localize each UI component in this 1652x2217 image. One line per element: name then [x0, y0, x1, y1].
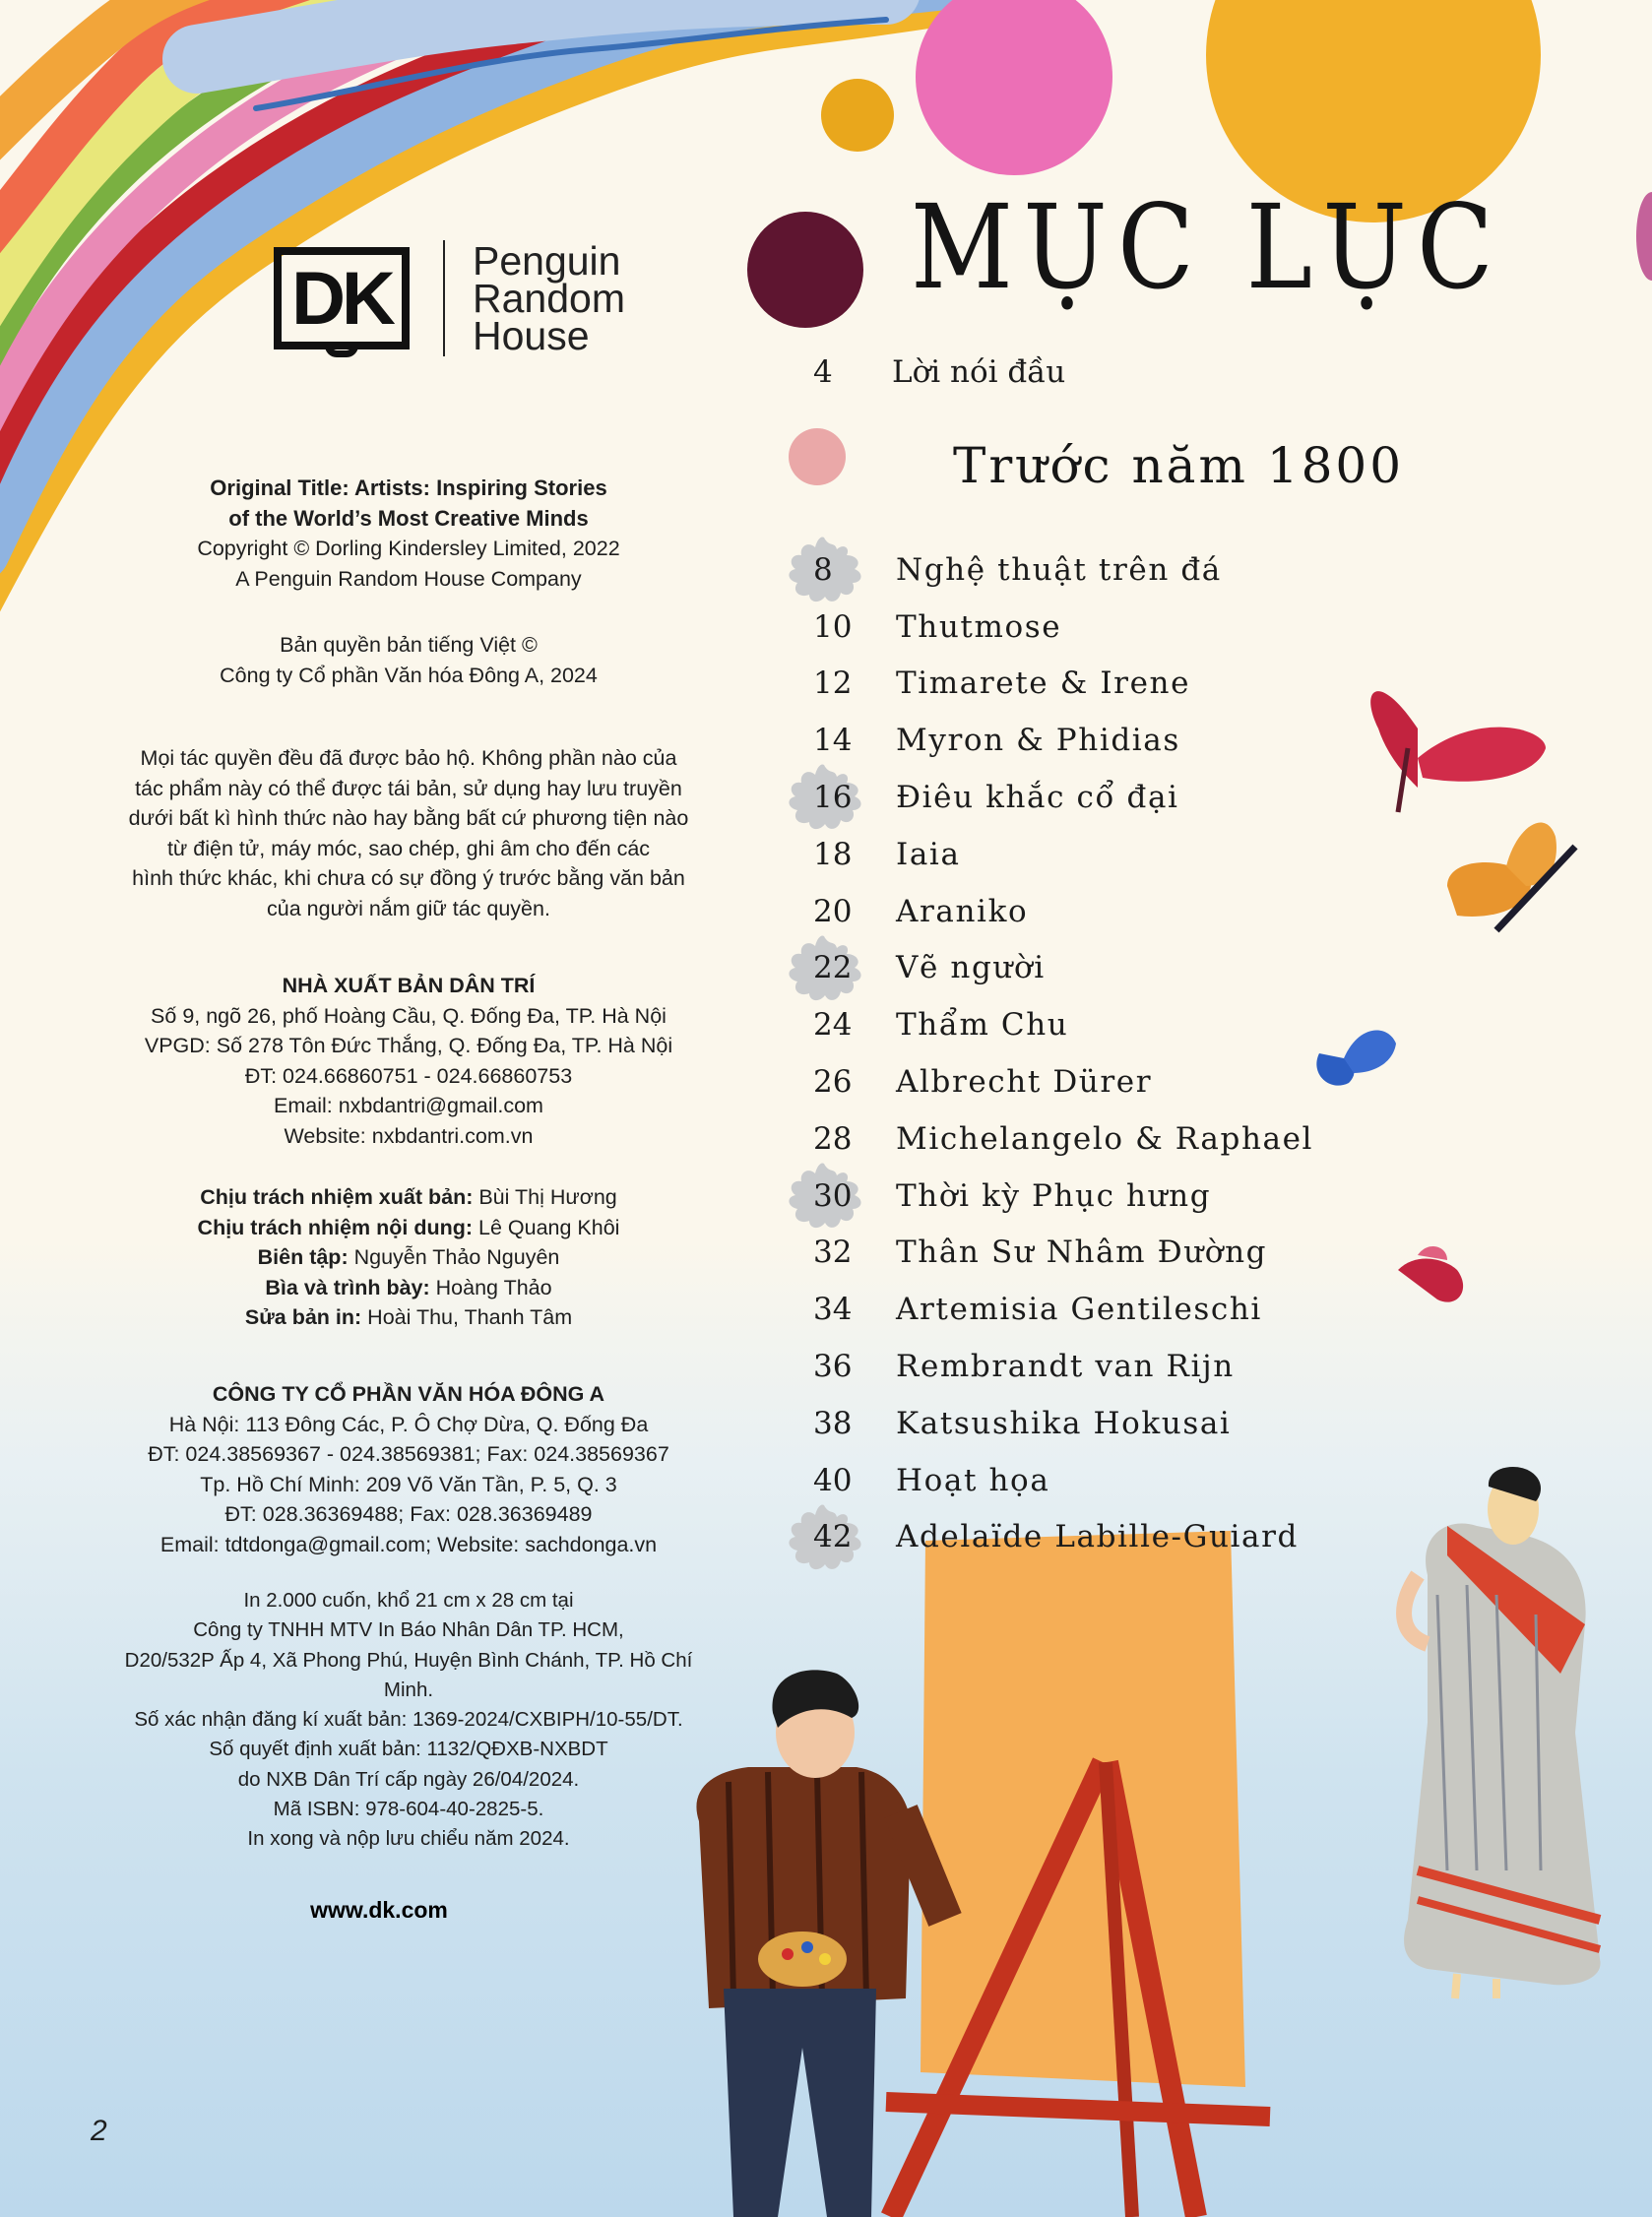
toc-entry-title: Thời kỳ Phục hưng	[896, 1177, 1212, 1214]
toc-entry-title: Araniko	[896, 893, 1029, 929]
original-title-line: of the World’s Most Creative Minds	[228, 505, 589, 531]
toc-list	[788, 541, 1313, 1565]
toc-entry-title: Iaia	[896, 836, 961, 872]
company-block	[108, 1379, 709, 1559]
print-line: Mã ISBN: 978-604-40-2825-5.	[273, 1798, 544, 1821]
copyright-line: A Penguin Random House Company	[235, 566, 582, 591]
publisher-email: Email: nxbdantri@gmail.com	[274, 1094, 543, 1117]
edge-circle-illustration	[1636, 192, 1652, 281]
toc-page-number: 16	[813, 780, 853, 816]
company-line: ĐT: 028.36369488; Fax: 028.36369489	[224, 1502, 593, 1526]
red-butterfly-illustration	[1370, 691, 1546, 812]
small-pink-butterfly-illustration	[1398, 1246, 1463, 1302]
credit-value: Bùi Thị Hương	[473, 1185, 617, 1209]
credit-value: Lê Quang Khôi	[473, 1215, 620, 1239]
toc-entry[interactable]	[788, 1338, 1313, 1395]
print-line: In xong và nộp lưu chiểu năm 2024.	[247, 1827, 570, 1851]
publisher-website: Website: nxbdantri.com.vn	[284, 1123, 534, 1148]
toc-page-number: 12	[813, 665, 853, 702]
original-title-block	[108, 474, 709, 594]
toc-entry-title: Timarete & Irene	[896, 665, 1191, 702]
original-title-line: Original Title: Artists: Inspiring Stories	[210, 475, 607, 500]
small-orange-circle-illustration	[821, 79, 894, 152]
toc-page-number: 10	[813, 608, 853, 645]
toc-page-number: 8	[813, 551, 833, 588]
toc-page-number: 4	[813, 354, 833, 390]
credit-value: Hoàng Thảo	[429, 1275, 552, 1299]
toc-entry[interactable]	[788, 1053, 1313, 1110]
toc-page-number: 26	[813, 1064, 853, 1101]
toc-entry-title: Điêu khắc cổ đại	[896, 780, 1179, 816]
credit-value: Hoài Thu, Thanh Tâm	[361, 1305, 573, 1329]
toc-entry[interactable]	[788, 940, 1313, 997]
publisher-name: NHÀ XUẤT BẢN DÂN TRÍ	[282, 974, 536, 997]
toc-entry[interactable]	[788, 656, 1313, 713]
toc-entry-title: Rembrandt van Rijn	[896, 1349, 1235, 1385]
toc-page-number: 14	[813, 723, 853, 759]
toc-entry-title: Thutmose	[896, 608, 1062, 645]
company-line: ĐT: 024.38569367 - 024.38569381; Fax: 024.38569367	[148, 1442, 669, 1466]
credit-line	[108, 1242, 709, 1273]
toc-entry-title: Adelaïde Labille-Guiard	[896, 1519, 1299, 1555]
toc-entry-title: Thẩm Chu	[896, 1007, 1069, 1044]
toc-page-number: 38	[813, 1405, 853, 1441]
rights-line: tác phẩm này có thể được tái bản, sử dụng hay lưu truyền	[135, 776, 682, 800]
toc-page-number: 40	[813, 1462, 853, 1498]
print-line: In 2.000 cuốn, khổ 21 cm x 28 cm tại	[243, 1589, 574, 1612]
logo-divider	[443, 240, 445, 356]
toc-entry[interactable]	[788, 1395, 1313, 1452]
rights-notice	[108, 743, 709, 923]
vn-copyright-block	[108, 630, 709, 690]
publisher-block	[108, 971, 709, 1151]
toc-page-number: 20	[813, 893, 853, 929]
credits-block	[108, 1182, 709, 1333]
toc-page-number: 18	[813, 836, 853, 872]
company-line: Email: tdtdonga@gmail.com; Website: sachdonga.vn	[159, 1532, 658, 1556]
credit-line	[108, 1273, 709, 1303]
credit-label: Biên tập:	[257, 1245, 349, 1269]
credit-label: Chịu trách nhiệm xuất bản:	[200, 1185, 474, 1209]
toc-entry[interactable]	[788, 599, 1313, 656]
light-pink-circle-illustration	[789, 428, 846, 485]
section-title: Trước năm 1800	[953, 437, 1405, 494]
penguin-random-house-wordmark	[473, 238, 625, 358]
toc-entry-title: Albrecht Dürer	[896, 1064, 1153, 1101]
credit-line	[108, 1182, 709, 1213]
toc-entry-title: Vẽ người	[896, 950, 1046, 986]
credit-line	[108, 1213, 709, 1243]
toc-entry[interactable]	[788, 996, 1313, 1053]
toc-entry-title: Lời nói đầu	[892, 354, 1066, 390]
company-line: Tp. Hồ Chí Minh: 209 Võ Văn Tần, P. 5, Q. 3	[200, 1472, 617, 1496]
toc-entry-title: Katsushika Hokusai	[896, 1405, 1232, 1441]
publisher-logo	[274, 239, 625, 357]
vn-copyright-line: Bản quyền bản tiếng Việt ©	[280, 633, 538, 657]
toc-entry[interactable]	[788, 1281, 1313, 1338]
prh-line: Random	[473, 276, 625, 321]
rights-line: Mọi tác quyền đều đã được bảo hộ. Không phần nào của	[140, 746, 677, 770]
orange-butterfly-illustration	[1447, 823, 1575, 930]
toc-entry[interactable]	[788, 1225, 1313, 1282]
publisher-line: VPGD: Số 278 Tôn Đức Thắng, Q. Đống Đa, TP. Hà Nội	[144, 1034, 673, 1057]
painter-illustration	[696, 1531, 1270, 2217]
toc-entry-title: Artemisia Gentileschi	[896, 1292, 1262, 1328]
credit-label: Sửa bản in:	[244, 1305, 362, 1329]
rights-line: hình thức khác, khi chưa có sự đồng ý trước bằng văn bản	[132, 866, 685, 890]
prh-line: House	[473, 313, 590, 358]
dk-logo: DK	[274, 247, 410, 349]
print-line: Số quyết định xuất bản: 1132/QĐXB-NXBDT	[209, 1738, 608, 1761]
toc-title: MỤC LỤC	[911, 179, 1504, 315]
toc-entry-title: Michelangelo & Raphael	[896, 1120, 1314, 1157]
maroon-circle-illustration	[747, 212, 863, 328]
rights-line: dưới bất kì hình thức nào hay bằng bất cứ phương tiện nào	[128, 806, 689, 830]
toc-page-number: 42	[813, 1519, 853, 1555]
print-line: Số xác nhận đăng kí xuất bản: 1369-2024/CXBIPH/10-55/DT.	[134, 1708, 683, 1732]
website-link[interactable]: www.dk.com	[310, 1897, 448, 1923]
prh-line: Penguin	[473, 238, 621, 284]
print-line: Công ty TNHH MTV In Báo Nhân Dân TP. HCM,	[193, 1618, 624, 1642]
page-number: 2	[91, 2115, 107, 2147]
toc-entry-title: Myron & Phidias	[896, 723, 1180, 759]
toc-page-number: 32	[813, 1235, 853, 1271]
toc-entry-title: Thân Sư Nhâm Đường	[896, 1235, 1268, 1271]
rights-line: từ điện tử, máy móc, sao chép, ghi âm cho đến các	[166, 836, 651, 860]
toc-entry-title: Hoạt họa	[896, 1462, 1050, 1498]
toc-entry-intro[interactable]	[807, 354, 1065, 390]
toc-page-number: 34	[813, 1292, 853, 1328]
rights-line: của người nắm giữ tác quyền.	[267, 896, 550, 920]
toc-page-number: 24	[813, 1007, 853, 1044]
vn-copyright-line: Công ty Cổ phần Văn hóa Đông A, 2024	[220, 663, 598, 687]
print-info-block	[108, 1586, 709, 1855]
credit-label: Chịu trách nhiệm nội dung:	[197, 1215, 474, 1239]
toc-entry-title: Nghệ thuật trên đá	[896, 551, 1222, 588]
woman-in-sari-illustration	[1404, 1467, 1600, 1998]
publisher-line: ĐT: 024.66860751 - 024.66860753	[244, 1063, 573, 1088]
print-line: do NXB Dân Trí cấp ngày 26/04/2024.	[237, 1767, 580, 1791]
copyright-line: Copyright © Dorling Kindersley Limited, 2022	[197, 537, 620, 560]
company-name: CÔNG TY CỔ PHẦN VĂN HÓA ĐÔNG A	[212, 1382, 605, 1406]
credit-line	[108, 1302, 709, 1333]
pink-circle-illustration	[916, 0, 1112, 175]
print-line: D20/532P Ấp 4, Xã Phong Phú, Huyện Bình Chánh, TP. Hồ Chí Minh.	[124, 1648, 693, 1701]
toc-entry[interactable]	[788, 769, 1313, 826]
blue-butterfly-illustration	[1316, 1030, 1396, 1085]
toc-page-number: 22	[813, 950, 853, 986]
toc-entry[interactable]	[788, 541, 1313, 599]
toc-entry[interactable]	[788, 1509, 1313, 1566]
credit-label: Bìa và trình bày:	[265, 1275, 430, 1299]
publisher-line: Số 9, ngõ 26, phố Hoàng Cầu, Q. Đống Đa, TP. Hà Nội	[151, 1003, 667, 1028]
toc-entry[interactable]	[788, 826, 1313, 883]
toc-page-number: 36	[813, 1349, 853, 1385]
toc-page-number: 28	[813, 1120, 853, 1157]
credit-value: Nguyễn Thảo Nguyên	[348, 1245, 560, 1269]
toc-entry[interactable]	[788, 1168, 1313, 1225]
company-line: Hà Nội: 113 Đông Các, P. Ô Chợ Dừa, Q. Đống Đa	[168, 1412, 649, 1436]
toc-page-number: 30	[813, 1177, 853, 1214]
